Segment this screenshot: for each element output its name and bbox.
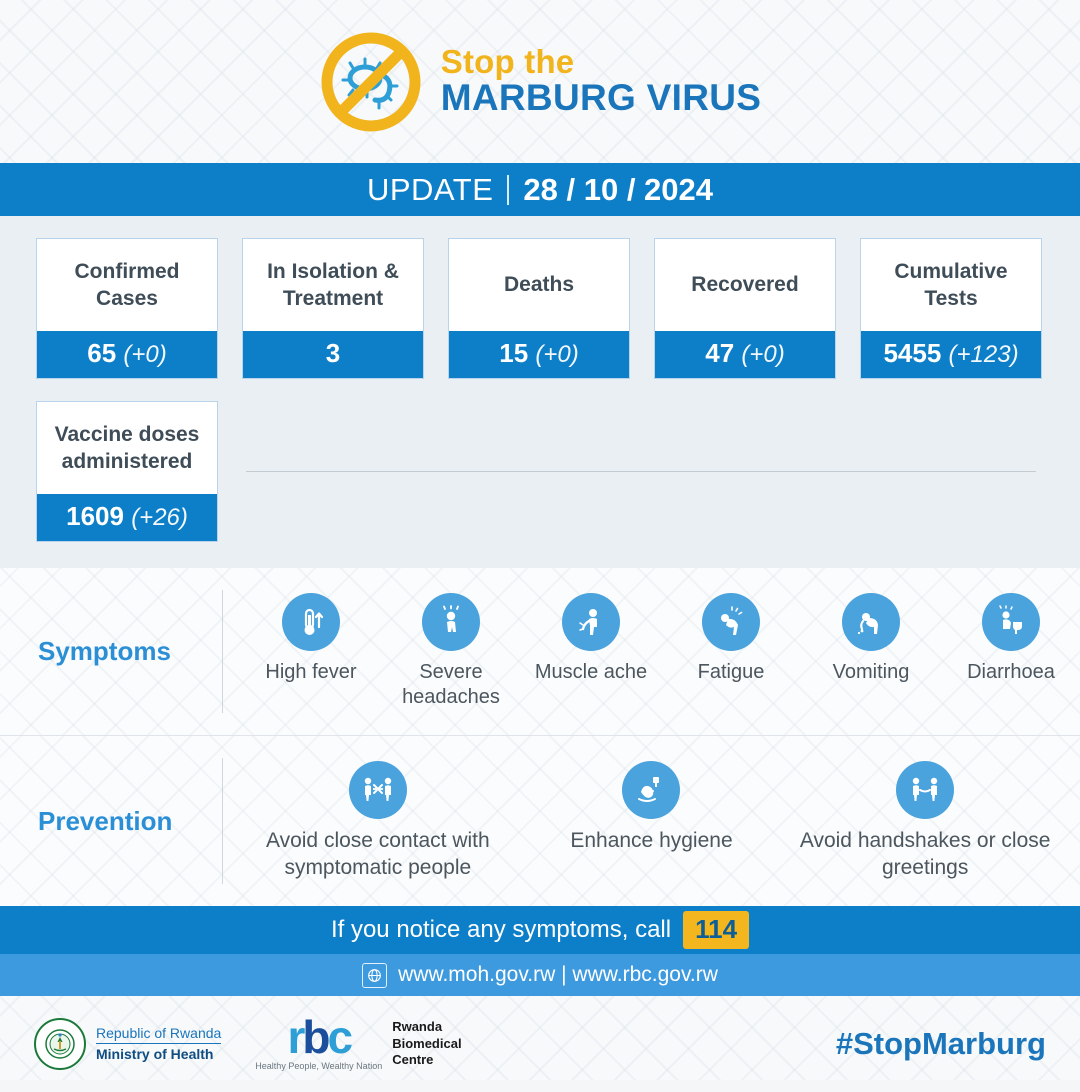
avoid-close-contact-icon [349,761,407,819]
stat-card-in-isolation-treatment [242,238,424,379]
stat-card-cumulative-tests [860,238,1042,379]
stat-title: Deaths [503,273,575,297]
rbc-full-name [392,1019,461,1070]
stat-number: 5455 [883,338,942,368]
update-label: UPDATE [366,171,494,207]
stat-number: 1609 [66,501,124,531]
symptom-item-severe-headaches [381,593,521,710]
stat-number: 47 [705,338,735,368]
prevention-section [0,735,1080,906]
campaign-hashtag: #StopMarburg [835,1026,1046,1061]
footer [0,996,1080,1092]
stat-value [37,331,217,378]
symptom-label: Vomiting [832,661,910,683]
fatigue-person-icon [702,593,760,651]
symptom-label: Severe headaches [402,661,500,708]
stat-card-recovered [654,238,836,379]
muscle-ache-person-icon [562,593,620,651]
stat-value [449,331,629,378]
prevention-item-enhance-hygiene [521,761,781,854]
symptoms-label: Symptoms [38,636,171,666]
update-bar [0,163,1080,216]
stat-delta: (+26) [131,504,188,531]
symptom-item-high-fever [241,593,381,685]
stat-card-deaths [448,238,630,379]
symptom-item-fatigue [661,593,801,685]
symptom-label: High fever [265,661,357,683]
ministry-of-health-text [96,1025,221,1064]
prevention-label: Prevention [38,805,173,836]
emergency-number[interactable]: 114 [683,911,749,949]
title-block [440,42,762,119]
website-text[interactable]: www.moh.gov.rw | www.rbc.gov.rw [398,963,718,986]
symptom-item-muscle-ache [521,593,661,685]
prevention-item-avoid-handshakes [795,761,1055,881]
vomiting-person-icon [842,593,900,651]
stats-row-primary [36,238,1044,379]
symptom-item-vomiting [801,593,941,685]
rbc-tagline: Healthy People, Wealthy Nation [255,1061,383,1072]
title-line2: MARBURG VIRUS [440,77,762,119]
stat-card-confirmed-cases [36,238,218,379]
rbc-name-line1: Rwanda [392,1018,443,1034]
website-bar [0,954,1080,996]
title-line1: Stop the [440,42,575,80]
handwashing-icon [622,761,680,819]
symptoms-section [0,568,1080,735]
header [0,0,1080,163]
call-text: If you notice any symptoms, call [330,916,672,943]
rbc-name-line3: Centre [392,1052,434,1068]
rbc-logo-mark [255,1010,383,1072]
symptom-label: Muscle ache [534,661,648,683]
symptoms-items [223,593,1080,710]
ministry-of-health-logo [34,1018,221,1070]
symptom-item-diarrhoea [941,593,1080,685]
stat-delta: (+0) [123,341,167,368]
headache-person-icon [422,593,480,651]
prevention-item-avoid-close-contact [248,761,508,881]
call-bar [0,906,1080,954]
stat-value [861,331,1041,378]
stat-delta: (+123) [948,341,1019,368]
rbc-logo [255,1010,462,1072]
stat-value [655,331,835,378]
prevention-items [223,761,1080,881]
stat-value [37,494,217,541]
stat-title: Recovered [691,273,799,297]
moh-line1: Republic of Rwanda [96,1025,221,1045]
no-handshake-icon [896,761,954,819]
stat-number: 65 [87,338,117,368]
moh-line2: Ministry of Health [96,1046,214,1062]
stat-title: Vaccine doses administered [54,422,200,473]
stat-delta: (+0) [535,341,579,368]
update-separator [507,175,509,205]
update-date: 28 / 10 / 2024 [523,171,714,207]
rbc-wordmark: rbc [287,1010,351,1063]
symptom-label: Diarrhoea [967,661,1055,683]
prevention-label: Avoid close contact with symptomatic people [265,829,490,879]
stat-value [243,331,423,378]
rwanda-coat-of-arms-icon [34,1018,86,1070]
marburg-virus-prohibited-icon [319,30,423,134]
symptom-label: Fatigue [697,661,765,683]
stat-title: In Isolation & Treatment [267,259,399,310]
horizontal-rule [246,471,1036,472]
rbc-name-line2: Biomedical [392,1035,462,1051]
stats-row-secondary [36,401,1044,542]
prevention-label: Avoid handshakes or close greetings [799,829,1051,879]
diarrhoea-toilet-icon [982,593,1040,651]
stat-card-vaccine-doses [36,401,218,542]
globe-icon [362,963,387,988]
stats-section [0,216,1080,568]
stat-title: Cumulative Tests [894,259,1008,310]
stat-delta: (+0) [741,341,785,368]
prevention-label: Enhance hygiene [570,829,733,853]
stat-title: Confirmed Cases [74,259,180,310]
thermometer-icon [282,593,340,651]
stat-number: 15 [499,338,529,368]
stat-number: 3 [325,338,341,368]
